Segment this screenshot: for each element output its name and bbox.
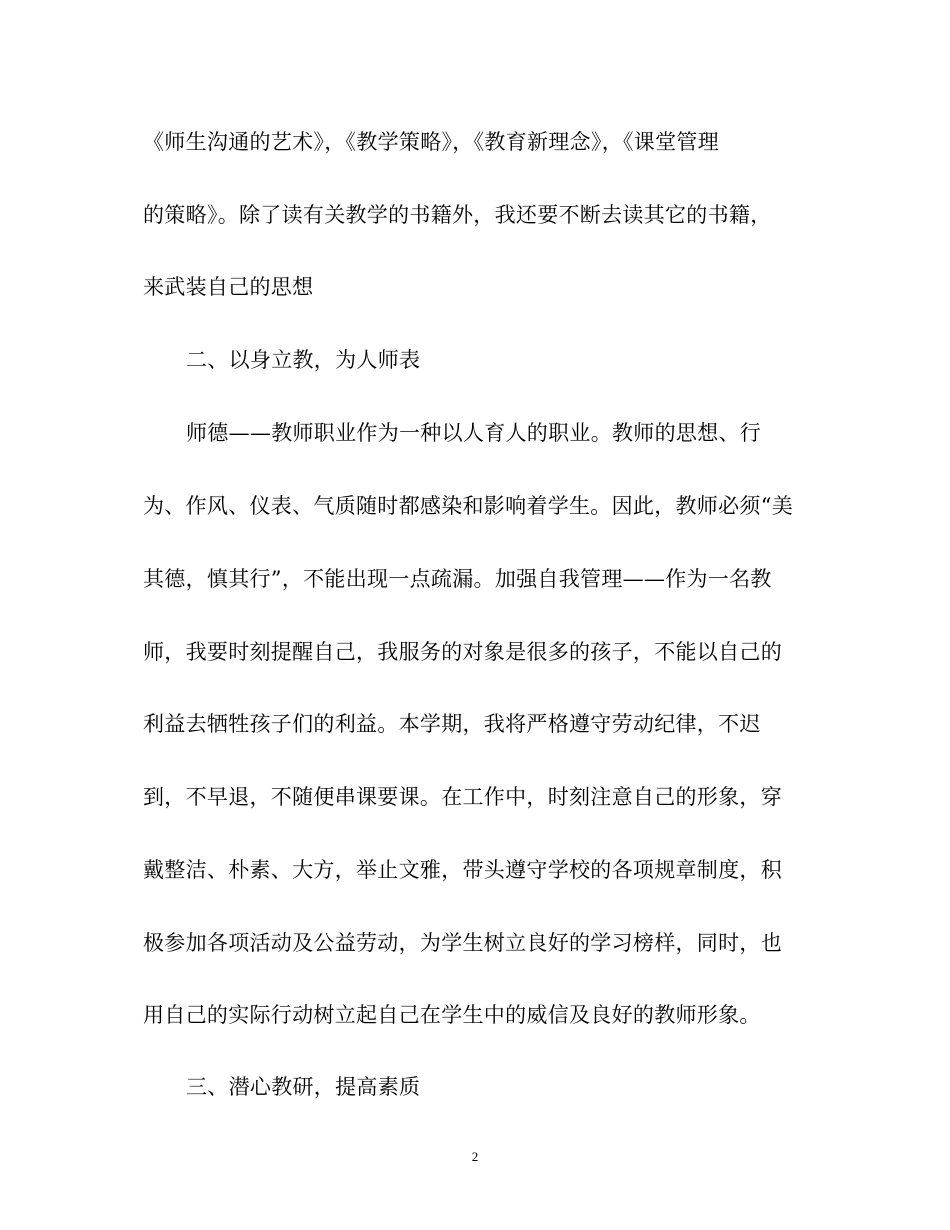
paragraph-line: 用自己的实际行动树立起自己在学生中的威信及良好的教师形象。 [143,1003,761,1027]
paragraph-line: 戴整洁、朴素、大方，举止文雅，带头遵守学校的各项规章制度，积 [143,858,782,882]
paragraph-line: 的策略》。除了读有关教学的书籍外，我还要不断去读其它的书籍， [143,203,772,227]
paragraph-line: 师德——教师职业作为一种以人育人的职业。教师的思想、行 [186,421,762,445]
paragraph-line: 极参加各项活动及公益劳动，为学生树立良好的学习榜样，同时，也 [143,931,782,955]
paragraph-line: 师，我要时刻提醒自己，我服务的对象是很多的孩子，不能以自己的 [143,640,782,664]
paragraph-line: 《师生沟通的艺术》，《教学策略》，《教育新理念》，《课堂管理 [143,130,719,154]
paragraph-line: 为、作风、仪表、气质随时都感染和影响着学生。因此，教师必须“美 [143,494,794,518]
section-heading: 三、潜心教研，提高素质 [186,1075,421,1099]
paragraph-line: 来武装自己的思想 [143,275,314,299]
section-heading: 二、以身立教，为人师表 [186,348,421,372]
paragraph-line: 到，不早退，不随便串课要课。在工作中，时刻注意自己的形象，穿 [143,785,782,809]
paragraph-line: 其德，慎其行”，不能出现一点疏漏。加强自我管理——作为一名教 [143,567,772,591]
page-number: 2 [471,1149,479,1164]
paragraph-line: 利益去牺牲孩子们的利益。本学期，我将严格遵守劳动纪律，不迟 [143,712,761,736]
